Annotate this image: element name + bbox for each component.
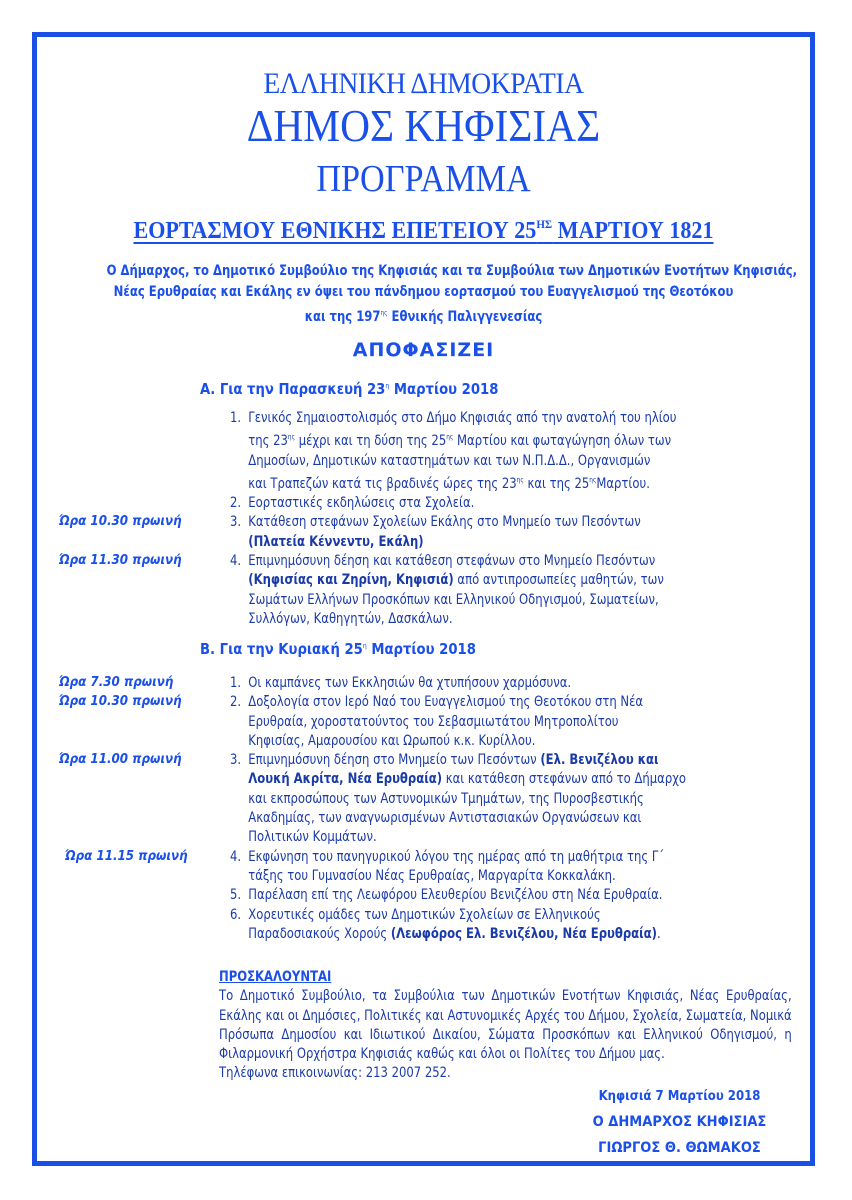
location-text: (Πλατεία Κέννεντυ, Εκάλη): [248, 533, 424, 550]
item-line: Εκφώνηση του πανηγυρικού λόγου της ημέρας από τη μαθήτρια της Γ΄: [248, 848, 665, 865]
invitation-block: [219, 968, 792, 1084]
item-number: 5.: [230, 887, 242, 904]
item-text: [230, 552, 803, 629]
item-sup: ης: [287, 433, 296, 442]
item-line: Επιμνημόσυνη δέηση και κατάθεση στεφάνων στο Μνημείο Πεσόντων: [248, 553, 656, 570]
item-line: τάξης του Γυμνασίου Νέας Ερυθραίας, Μαργαρίτα Κοκκαλάκη.: [248, 867, 616, 884]
intro-line3-sup: ης: [380, 309, 388, 317]
item-line: Χορευτικές ομάδες των Δημοτικών Σχολείων σε Ελληνικούς: [248, 906, 601, 923]
item-line: Πολιτικών Κομμάτων.: [248, 829, 377, 846]
item-text: [230, 848, 803, 887]
item-line: Εορταστικές εκδηλώσεις στα Σχολεία.: [248, 495, 475, 512]
item-number: 6.: [230, 906, 242, 923]
item-line: [230, 571, 803, 590]
list-item: [37, 751, 810, 847]
time-label: Ώρα 11.00 πρωινή: [59, 751, 182, 768]
signature-title: Ο ΔΗΜΑΡΧΟΣ ΚΗΦΙΣΙΑΣ: [592, 1114, 767, 1130]
section-a-heading-end: Μαρτίου 2018: [389, 380, 499, 398]
item-line: Κατάθεση στεφάνων Σχολείων Εκάλης στο Μνημείο των Πεσόντων: [248, 514, 641, 531]
item-line-text: της 23: [248, 433, 288, 450]
item-line-text: και Τραπεζών κατά τις βραδινές ώρες της 23: [248, 475, 517, 492]
signature-name: ΓΙΩΡΓΟΣ Θ. ΘΩΜΑΚΟΣ: [598, 1140, 761, 1156]
section-a-heading-sup: η: [385, 382, 390, 390]
item-line-text: Παραδοσιακούς Χορούς: [248, 925, 391, 942]
item-line: Ερυθραία, χοροστατούντος του Σεβασμιωτάτου Μητροπολίτου: [248, 713, 619, 730]
item-line: και εκπροσώπους των Αστυνομικών Τμημάτων, της Πυροσβεστικής: [248, 790, 644, 807]
intro-line: Νέας Ερυθραίας και Εκάλης εν όψει του πάνδημου εορτασμού του Ευαγγελισμού της Θεοτόκου: [113, 284, 734, 300]
item-line: [230, 770, 803, 789]
item-line-text: μέχρι και τη δύση της 25: [295, 433, 447, 450]
item-line: Δοξολογία στον Ιερό Ναό του Ευαγγελισμού της Θεοτόκου στη Νέα: [248, 694, 644, 711]
item-line: Ακαδημίας, των αναγνωρισμένων Αντιστασιακών Οργανώσεων και: [248, 810, 642, 827]
item-line: [230, 925, 803, 944]
item-line: Συλλόγων, Καθηγητών, Δασκάλων.: [248, 610, 453, 627]
item-number: 3.: [230, 514, 242, 531]
celebration-title: [68, 217, 779, 245]
section-b-heading-sup: η: [362, 642, 367, 650]
list-item: [37, 906, 810, 945]
item-text: [230, 674, 803, 693]
item-line: Σωμάτων Ελλήνων Προσκόπων και Ελληνικού Οδηγισμού, Σωματείων,: [248, 591, 659, 608]
item-number: 1.: [230, 675, 242, 691]
list-item: [37, 848, 810, 887]
item-line: Γενικός Σημαιοστολισμός στο Δήμο Κηφισιάς από την ανατολή του ηλίου: [248, 410, 677, 426]
section-b-list: [37, 674, 810, 944]
item-line: Επιμνημόσυνη δέηση στο Μνημείο των Πεσόντων: [248, 752, 541, 769]
item-sup: ης: [516, 475, 524, 484]
item-text: [230, 693, 803, 751]
celebration-title-end: ΜΑΡΤΙΟΥ 1821: [552, 218, 714, 244]
list-item: [37, 693, 810, 751]
item-number: 3.: [230, 752, 242, 769]
item-line: Οι καμπάνες των Εκκλησιών θα χτυπήσουν χαρμόσυνα.: [248, 675, 572, 691]
list-item: [37, 494, 810, 513]
section-b-heading-end: Μαρτίου 2018: [366, 640, 476, 658]
item-line: [230, 533, 803, 552]
item-text: [230, 409, 803, 494]
item-text: [230, 751, 803, 847]
intro-line3-text: και της 197: [304, 309, 381, 325]
location-text: (Κηφισίας και Ζηρίνη, Κηφισιά): [248, 572, 454, 589]
item-line-text: και της 25: [523, 475, 590, 492]
contact-phone: Τηλέφωνα επικοινωνίας: 213 2007 252.: [219, 1065, 451, 1082]
item-line: [230, 471, 803, 494]
signature-block: [583, 1085, 776, 1161]
item-line: [230, 428, 803, 451]
item-line-text: και κατάθεση στεφάνων από το Δήμαρχο: [442, 771, 687, 788]
item-line-text: .: [656, 925, 661, 942]
signature-date: Κηφισιά 7 Μαρτίου 2018: [598, 1089, 761, 1104]
location-text: Λουκή Ακρίτα, Νέα Ερυθραία): [248, 771, 443, 788]
item-text: [230, 513, 803, 552]
item-number: 1.: [230, 410, 242, 426]
item-line: Δημοσίων, Δημοτικών καταστημάτων και των Ν.Π.Δ.Δ., Οργανισμών: [248, 452, 651, 469]
time-label: Ώρα 11.15 πρωινή: [65, 847, 188, 864]
item-text: [230, 494, 803, 513]
intro-line: [107, 303, 741, 328]
celebration-title-text: ΕΟΡΤΑΣΜΟΥ ΕΘΝΙΚΗΣ ΕΠΕΤΕΙΟΥ 25: [133, 218, 537, 244]
item-number: 4.: [230, 553, 242, 570]
section-b-heading: [200, 640, 476, 658]
list-item: [37, 674, 810, 693]
celebration-title-sup: ΗΣ: [536, 217, 553, 231]
decides-heading: ΑΠΟΦΑΣΙΖΕΙ: [352, 339, 495, 361]
programme-heading: ΠΡΟΓΡΑΜΜΑ: [316, 158, 531, 200]
item-sup: ης: [446, 433, 454, 442]
item-number: 4.: [230, 848, 242, 865]
list-item: [37, 886, 810, 905]
item-number: 2.: [230, 694, 242, 711]
document-frame: [32, 32, 815, 1166]
time-label: Ώρα 10.30 πρωινή: [59, 693, 182, 710]
intro-line: Ο Δήμαρχος, το Δημοτικό Συμβούλιο της Κηφισιάς και τα Συμβούλια των Δημοτικών Ενοτήτων Κηφισιάς,: [106, 263, 798, 279]
time-label: Ώρα 11.30 πρωινή: [59, 552, 182, 569]
item-text: [230, 886, 803, 905]
item-line-text: από αντιπροσωπείες μαθητών, των: [453, 572, 664, 589]
item-line-text: Μαρτίου και φωταγώγηση όλων των: [453, 433, 672, 450]
section-b-heading-text: Β. Για την Κυριακή 25: [200, 640, 363, 658]
municipality-heading: ΔΗΜΟΣ ΚΗΦΙΣΙΑΣ: [246, 100, 601, 151]
list-item: [37, 513, 810, 552]
list-item: [37, 552, 810, 629]
list-item: [37, 409, 810, 494]
item-text: [230, 906, 803, 945]
section-a-heading-text: Α. Για την Παρασκευή 23: [200, 380, 386, 398]
item-line: Παρέλαση επί της Λεωφόρου Ελευθερίου Βενιζέλου στη Νέα Ερυθραία.: [248, 887, 663, 904]
section-a-heading: [200, 380, 498, 398]
invitation-title: ΠΡΟΣΚΑΛΟΥΝΤΑΙ: [219, 969, 332, 985]
item-line: Κηφισίας, Αμαρουσίου και Ωρωπού κ.κ. Κυρίλλου.: [248, 732, 536, 749]
item-sup: ης: [589, 475, 597, 484]
invitation-body: Το Δημοτικό Συμβούλιο, τα Συμβούλια των Δημοτικών Ενοτήτων Κηφισιάς, Νέας Ερυθραίας, Εκάλης και οι Δημόσιες, Πολιτικές και Αστυνομικές Αρχές του Δήμου, Σχολεία, Σωματεία, Νομικά Πρόσωπα Δημοσίου και Ιδιωτικού Δικαίου, Σώματα Προσκόπων και Ελληνικού Οδηγισμού, η Φιλαρμονική Ορχήστρα Κηφισιάς καθώς και όλοι οι Πολίτες του Δήμου μας.: [219, 988, 792, 1063]
time-label: Ώρα 10.30 πρωινή: [59, 513, 182, 530]
republic-heading: ΕΛΛΗΝΙΚΗ ΔΗΜΟΚΡΑΤΙΑ: [263, 67, 584, 100]
time-label: Ώρα 7.30 πρωινή: [59, 674, 174, 690]
intro-line3-end: Εθνικής Παλιγγενεσίας: [387, 309, 543, 325]
section-a-list: [37, 409, 810, 629]
intro-paragraph: [106, 261, 798, 328]
item-number: 2.: [230, 495, 242, 512]
location-text: (Ελ. Βενιζέλου και: [540, 752, 659, 769]
item-line-text: Μαρτίου.: [596, 475, 650, 492]
location-text: (Λεωφόρος Ελ. Βενιζέλου, Νέα Ερυθραία): [390, 925, 657, 942]
